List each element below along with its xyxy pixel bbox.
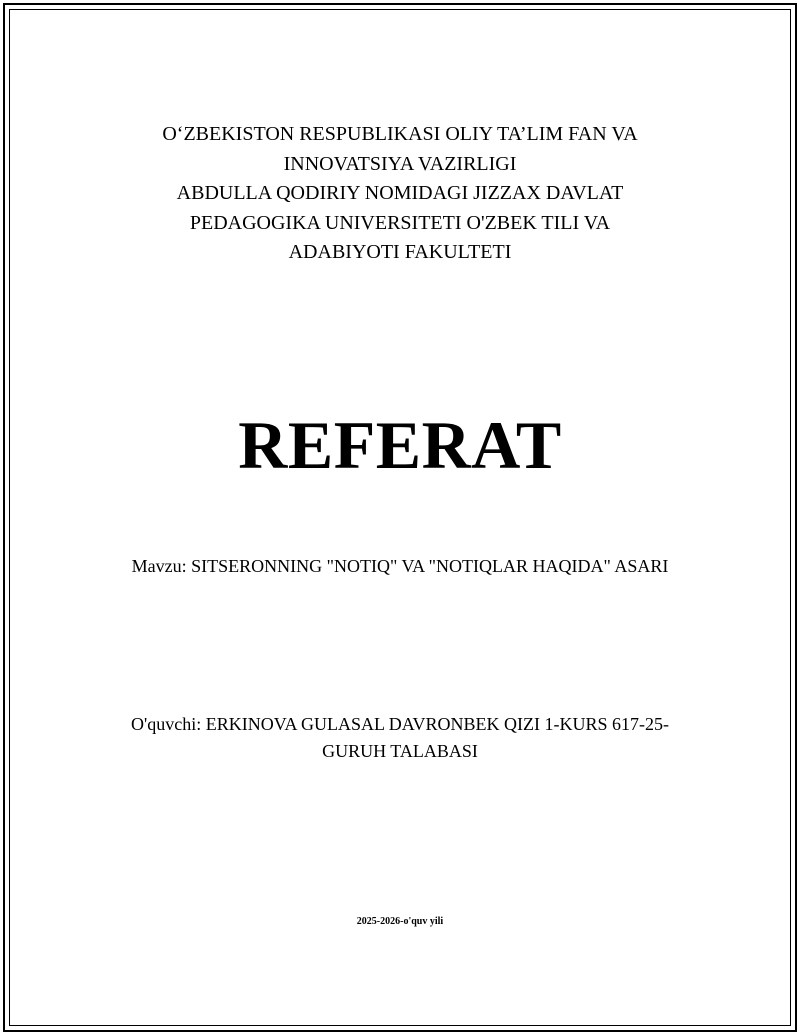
header-line: O‘ZBEKISTON RESPUBLIKASI OLIY TA’LIM FAN VA — [162, 123, 638, 145]
academic-year: 2025-2026-o'quv yili — [356, 916, 444, 927]
document-title: REFERAT — [238, 407, 562, 483]
student-info — [0, 711, 800, 765]
header-line: PEDAGOGIKA UNIVERSITETI O'ZBEK TILI VA — [189, 211, 611, 234]
student-line: GURUH TALABASI — [322, 741, 478, 761]
header-line: ADABIYOTI FAKULTETI — [288, 241, 512, 263]
header-line: ABDULLA QODIRIY NOMIDAGI JIZZAX DAVLAT — [176, 182, 624, 204]
header-line: INNOVATSIYA VAZIRLIGI — [283, 152, 517, 175]
institution-header — [0, 120, 800, 268]
topic-line: Mavzu: SITSERONNING "NOTIQ" VA "NOTIQLAR HAQIDA" ASARI — [131, 556, 669, 576]
student-line: O'quvchi: ERKINOVA GULASAL DAVRONBEK QIZI 1-KURS 617-25- — [131, 714, 669, 734]
